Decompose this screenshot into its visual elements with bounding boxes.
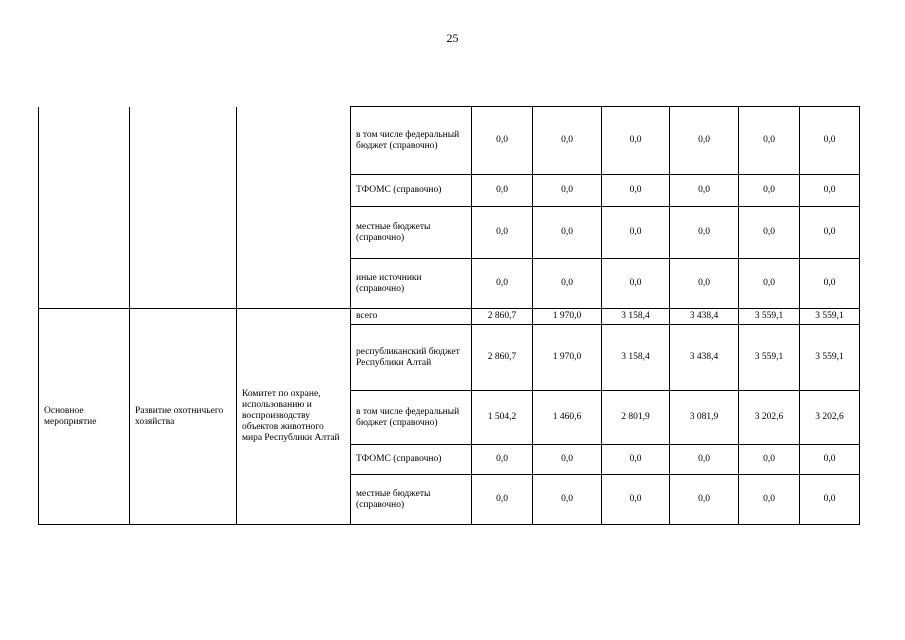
value-cell: 0,0 <box>533 175 602 207</box>
value-cell: 0,0 <box>472 207 533 259</box>
value-cell: 0,0 <box>670 107 739 175</box>
value-cell: 0,0 <box>602 259 670 309</box>
value-cell: 3 081,9 <box>670 391 739 445</box>
value-cell: 3 202,6 <box>800 391 860 445</box>
value-cell: 0,0 <box>800 475 860 525</box>
value-cell: 0,0 <box>602 207 670 259</box>
value-cell: 2 801,9 <box>602 391 670 445</box>
activity-name-cell: Развитие охотничьего хозяйства <box>130 309 237 525</box>
table-row <box>39 309 860 325</box>
value-cell: 0,0 <box>472 445 533 475</box>
value-cell: 0,0 <box>670 175 739 207</box>
value-cell: 2 860,7 <box>472 309 533 325</box>
status-cell: Основное мероприятие <box>39 309 130 525</box>
value-cell: 0,0 <box>533 207 602 259</box>
executor-cell-empty <box>237 107 351 309</box>
budget-table <box>38 106 860 525</box>
value-cell: 0,0 <box>800 175 860 207</box>
page-number: 25 <box>446 31 459 45</box>
value-cell: 0,0 <box>800 207 860 259</box>
status-cell-empty <box>39 107 130 309</box>
value-cell: 0,0 <box>670 445 739 475</box>
value-cell: 1 504,2 <box>472 391 533 445</box>
value-cell: 0,0 <box>739 175 800 207</box>
value-cell: 0,0 <box>472 107 533 175</box>
value-cell: 0,0 <box>602 107 670 175</box>
value-cell: 3 559,1 <box>800 325 860 391</box>
value-cell: 0,0 <box>602 445 670 475</box>
value-cell: 0,0 <box>739 259 800 309</box>
name-cell-empty <box>130 107 237 309</box>
value-cell: 0,0 <box>739 107 800 175</box>
funding-source: в том числе федеральный бюджет (справочно) <box>351 107 472 175</box>
value-cell: 0,0 <box>533 259 602 309</box>
value-cell: 3 559,1 <box>800 309 860 325</box>
value-cell: 0,0 <box>472 475 533 525</box>
executor-cell: Комитет по охране, использованию и воспроизводству объектов животного мира Республики Алтай <box>237 309 351 525</box>
value-cell: 3 158,4 <box>602 309 670 325</box>
value-cell: 1 460,6 <box>533 391 602 445</box>
value-cell: 3 158,4 <box>602 325 670 391</box>
table-row <box>39 107 860 175</box>
value-cell: 0,0 <box>739 475 800 525</box>
value-cell: 0,0 <box>472 175 533 207</box>
value-cell: 0,0 <box>800 259 860 309</box>
funding-source: ТФОМС (справочно) <box>351 445 472 475</box>
value-cell: 0,0 <box>602 475 670 525</box>
funding-source: местные бюджеты (справочно) <box>351 475 472 525</box>
value-cell: 0,0 <box>800 107 860 175</box>
value-cell: 3 559,1 <box>739 309 800 325</box>
value-cell: 0,0 <box>533 445 602 475</box>
value-cell: 1 970,0 <box>533 309 602 325</box>
value-cell: 0,0 <box>670 259 739 309</box>
value-cell: 0,0 <box>602 175 670 207</box>
funding-source: в том числе федеральный бюджет (справочно) <box>351 391 472 445</box>
value-cell: 0,0 <box>670 207 739 259</box>
value-cell: 2 860,7 <box>472 325 533 391</box>
value-cell: 0,0 <box>533 475 602 525</box>
value-cell: 3 438,4 <box>670 325 739 391</box>
funding-source: ТФОМС (справочно) <box>351 175 472 207</box>
funding-source: всего <box>351 309 472 325</box>
value-cell: 0,0 <box>670 475 739 525</box>
funding-source: иные источники (справочно) <box>351 259 472 309</box>
value-cell: 1 970,0 <box>533 325 602 391</box>
funding-source: республиканский бюджет Республики Алтай <box>351 325 472 391</box>
value-cell: 3 559,1 <box>739 325 800 391</box>
value-cell: 0,0 <box>739 207 800 259</box>
value-cell: 0,0 <box>800 445 860 475</box>
value-cell: 0,0 <box>739 445 800 475</box>
value-cell: 0,0 <box>533 107 602 175</box>
funding-source: местные бюджеты (справочно) <box>351 207 472 259</box>
value-cell: 3 202,6 <box>739 391 800 445</box>
value-cell: 3 438,4 <box>670 309 739 325</box>
value-cell: 0,0 <box>472 259 533 309</box>
